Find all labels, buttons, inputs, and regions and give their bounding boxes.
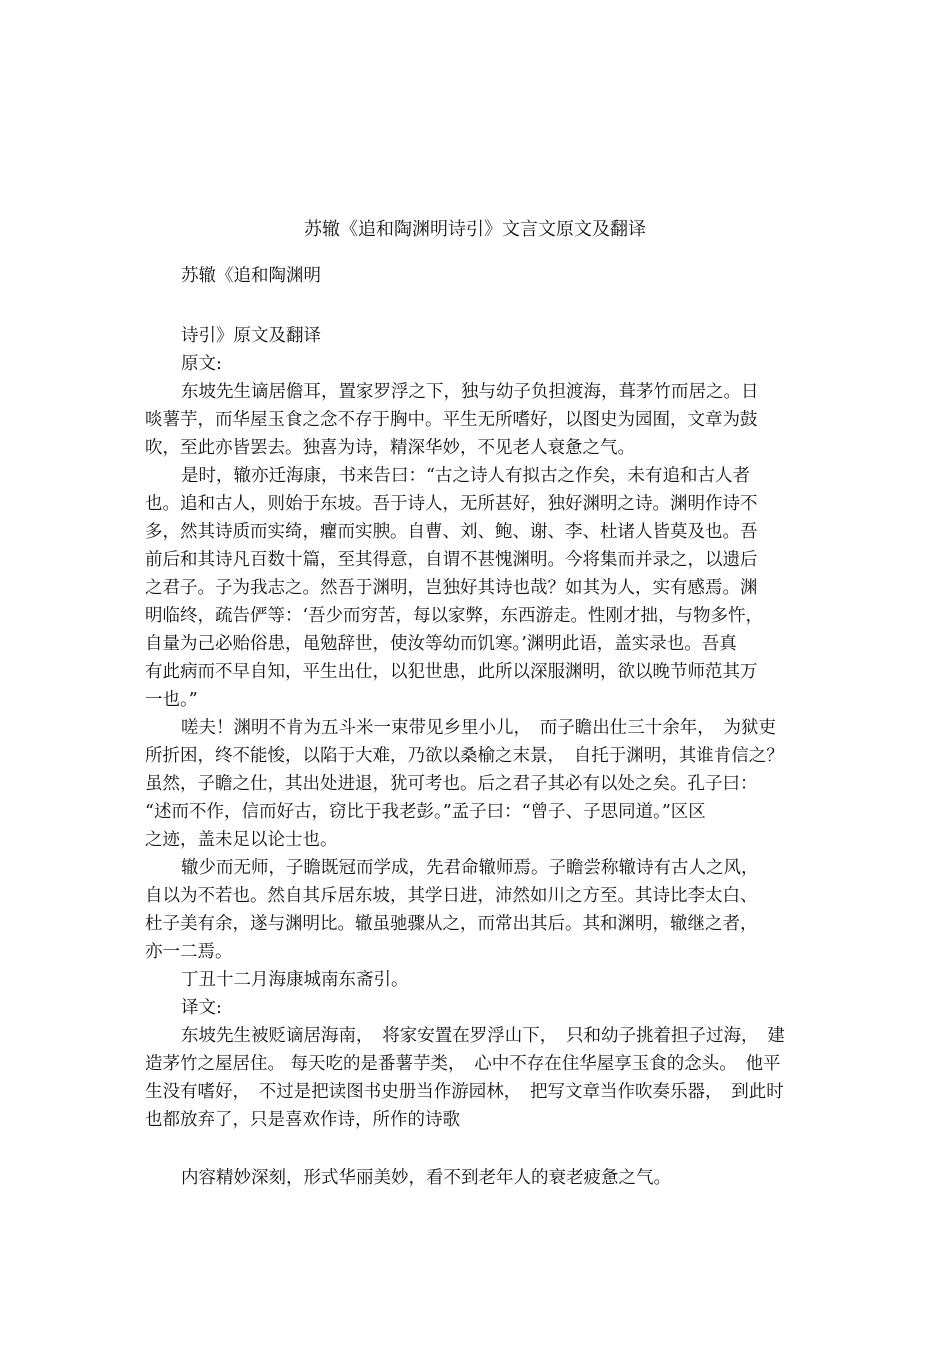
text-line: 吹，至此亦皆罢去。独喜为诗，精深华妙，不见老人衰惫之气。	[145, 438, 635, 458]
text-line: 所折困，终不能悛，以陷于大难，乃欲以桑榆之末景， 自托于渊明，其谁肯信之？	[145, 746, 784, 766]
text-line: 一也。”	[145, 690, 198, 710]
text-line: 自以为不若也。然自其斥居东坡，其学日进，沛然如川之方至。其诗比李太白、	[145, 886, 758, 906]
text-line: 生没有嗜好， 不过是把读图书史册当作游园林， 把写文章当作吹奏乐器， 到此时	[145, 1082, 784, 1102]
text-line: 也。追和古人，则始于东坡。吾于诗人，无所甚好，独好渊明之诗。渊明作诗不	[145, 494, 758, 514]
paragraph-original-4	[145, 854, 810, 966]
text-line: 明临终，疏告俨等：‘吾少而穷苦，每以家弊，东西游走。性刚才拙，与物多忤，	[145, 606, 764, 626]
text-line: 之迹，盖未足以论士也。	[145, 830, 338, 850]
original-label: 原文:	[181, 354, 222, 374]
subtitle-line: 苏辙《追和陶渊明	[181, 266, 321, 286]
text-line: 东坡先生谪居儋耳，置家罗浮之下，独与幼子负担渡海，葺茅竹而居之。日	[181, 382, 759, 402]
text-line: 之君子。子为我志之。然吾于渊明，岂独好其诗也哉？如其为人，实有感焉。渊	[145, 578, 758, 598]
text-line: “述而不作，信而好古，窃比于我老彭。”孟子曰：“曾子、子思同道。”区区	[145, 802, 706, 822]
text-line: 辙少而无师，子瞻既冠而学成，先君命辙师焉。子瞻尝称辙诗有古人之风，	[181, 858, 759, 878]
text-line: 啖薯芋，而华屋玉食之念不存于胸中。平生无所嗜好，以图史为园囿，文章为鼓	[145, 410, 758, 430]
paragraph-original-2	[145, 462, 810, 714]
text-line: 亦一二焉。	[145, 942, 233, 962]
text-line: 有此病而不早自知，平生出仕，以犯世患，此所以深服渊明，欲以晚节师范其万	[145, 662, 758, 682]
text-line: 东坡先生被贬谪居海南， 将家安置在罗浮山下， 只和幼子挑着担子过海， 建	[181, 1026, 785, 1046]
paragraph-original-3	[145, 714, 810, 854]
text-line: 是时，辙亦迁海康，书来告曰：“古之诗人有拟古之作矣，未有追和古人者	[181, 466, 750, 486]
text-line: 杜子美有余，遂与渊明比。辙虽驰骤从之，而常出其后。其和渊明，辙继之者，	[145, 914, 758, 934]
text-line: 嗟夫！渊明不肯为五斗米一束带见乡里小儿， 而子瞻出仕三十余年， 为狱吏	[181, 718, 776, 738]
text-line: 自量为己必贻俗患，黾勉辞世，使汝等幼而饥寒。’渊明此语，盖实录也。吾真	[145, 634, 737, 654]
text-line: 前后和其诗凡百数十篇，至其得意，自谓不甚愧渊明。今将集而并录之，以遗后	[145, 550, 758, 570]
translation-paragraph-2: 内容精妙深刻，形式华丽美妙，看不到老年人的衰老疲惫之气。	[181, 1168, 671, 1188]
paragraph-translation-1	[145, 1022, 810, 1134]
text-line: 也都放弃了，只是喜欢作诗，所作的诗歌	[145, 1110, 460, 1130]
document-body	[145, 262, 810, 1192]
text-line: 多，然其诗质而实绮，癯而实腴。自曹、刘、鲍、谢、李、杜诸人皆莫及也。吾	[145, 522, 758, 542]
document-title: 苏辙《追和陶渊明诗引》文言文原文及翻译	[304, 219, 646, 240]
text-line: 虽然，子瞻之仕，其出处进退，犹可考也。后之君子其必有以处之矣。孔子曰：	[145, 774, 758, 794]
text-line: 造茅竹之屋居住。 每天吃的是番薯芋类， 心中不存在住华屋享玉食的念头。 他平	[145, 1054, 781, 1074]
paragraph-original-1	[145, 378, 810, 462]
translation-label: 译文:	[181, 998, 222, 1018]
signoff-line: 丁丑十二月海康城南东斋引。	[181, 970, 409, 990]
subtitle-line: 诗引》原文及翻译	[181, 326, 321, 346]
